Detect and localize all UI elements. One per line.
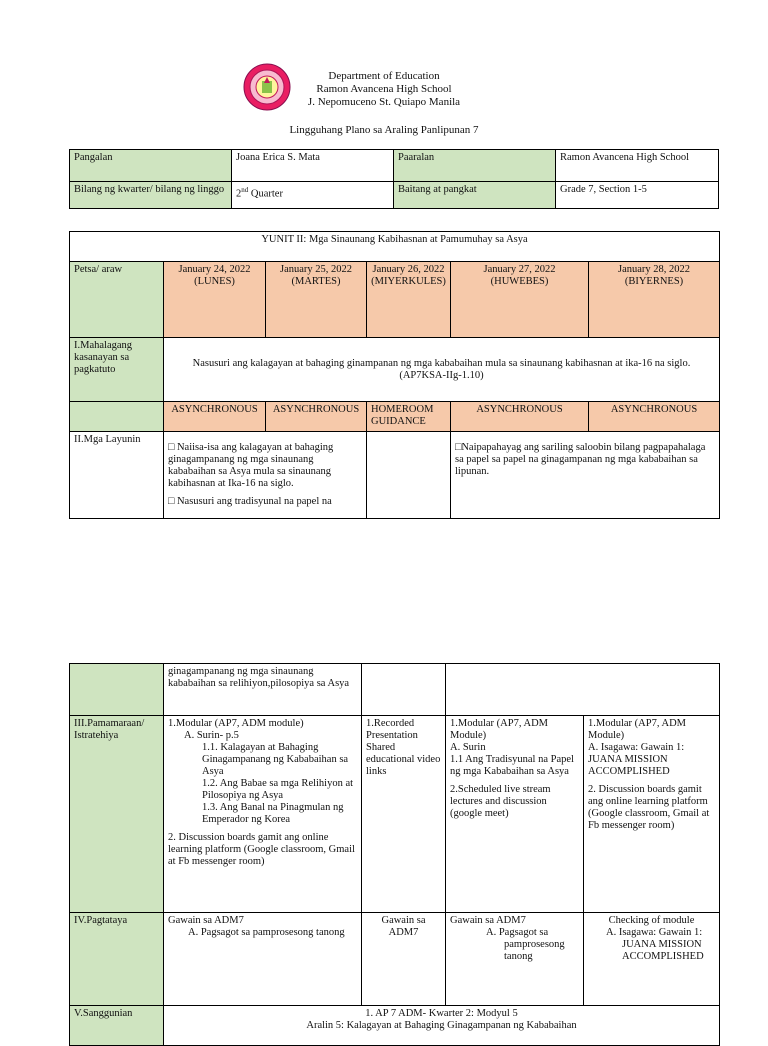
school-name: Ramon Avancena High School [316, 83, 452, 95]
mode-thursday: ASYNCHRONOUS [451, 402, 589, 432]
day-friday: January 28, 2022 (BIYERNES) [589, 262, 720, 338]
objectives-cont-label [70, 664, 164, 716]
references-text: 1. AP 7 ADM- Kwarter 2: Modyul 5 Aralin 5: Kalagayan at Bahaging Ginagampanan ng Kababaihan [164, 1006, 720, 1046]
name-label: Pangalan [70, 150, 232, 182]
assessment-mon-tue: Gawain sa ADM7 A. Pagsagot sa pamprosesong tanong [164, 913, 362, 1006]
assessment-thu: Gawain sa ADM7 A. Pagsagot sa pamprosesong tanong [446, 913, 584, 1006]
department-name: Department of Education [328, 70, 440, 82]
weekly-plan-table [69, 231, 720, 519]
objectives-wed [367, 432, 451, 519]
info-table [69, 149, 719, 209]
competency-text: Nasusuri ang kalagayan at bahaging ginampanan ng mga kababaihan mula sa sinaunang kabihasnan at ika-16 na siglo. (AP7KSA-IIg-1.10) [164, 338, 720, 402]
mode-tuesday: ASYNCHRONOUS [266, 402, 367, 432]
objectives-mon-tue: □ Naiisa-isa ang kalagayan at bahaging ginagampanang ng mga sinaunang kababaihan sa Asya mula sa sinaunang kabihasnan at Ika-16 na siglo. □ Nasusuri ang tradisyunal na papel na [164, 432, 367, 519]
plan-title: Lingguhang Plano sa Araling Panlipunan 7 [289, 124, 479, 136]
day-thursday: January 27, 2022 (HUWEBES) [451, 262, 589, 338]
mode-label-cell [70, 402, 164, 432]
mode-friday: ASYNCHRONOUS [589, 402, 720, 432]
references-label: V.Sanggunian [70, 1006, 164, 1046]
objectives-cont-text: ginagampanang ng mga sinaunang kababaihan sa relihiyon,pilosopiya sa Asya [164, 664, 362, 716]
objectives-label: II.Mga Layunin [70, 432, 164, 519]
quarter-value: 2nd Quarter [232, 182, 394, 209]
mode-monday: ASYNCHRONOUS [164, 402, 266, 432]
assessment-wed: Gawain sa ADM7 [362, 913, 446, 1006]
unit-title: YUNIT II: Mga Sinaunang Kabihasnan at Pamumuhay sa Asya [70, 232, 720, 262]
procedure-wed: 1.Recorded Presentation Shared educational video links [362, 716, 446, 913]
weekly-plan-table-continued [69, 663, 720, 1046]
grade-label: Baitang at pangkat [394, 182, 556, 209]
day-tuesday: January 25, 2022 (MARTES) [266, 262, 367, 338]
objectives-thu-fri: □Naipapahayag ang sariling saloobin bilang pagpapahalaga sa papel sa papel na ginagampanan ng mga kababaihan sa lipunan. [451, 432, 720, 519]
objectives-cont-thu-fri [446, 664, 720, 716]
procedure-thu: 1.Modular (AP7, ADM Module) A. Surin 1.1 Ang Tradisyunal na Papel ng mga Kababaihan sa Asya 2.Scheduled live stream lectures and discussion (google meet) [446, 716, 584, 913]
day-wednesday: January 26, 2022 (MIYERKULES) [367, 262, 451, 338]
school-label: Paaralan [394, 150, 556, 182]
assessment-fri: Checking of module A. Isagawa: Gawain 1: JUANA MISSION ACCOMPLISHED [584, 913, 720, 1006]
date-label: Petsa/ araw [70, 262, 164, 338]
quarter-label: Bilang ng kwarter/ bilang ng linggo [70, 182, 232, 209]
procedure-fri: 1.Modular (AP7, ADM Module) A. Isagawa: Gawain 1: JUANA MISSION ACCOMPLISHED 2. Discussion boards gamit ang online learning platform (Google classroom, Gmail at Fb messenger room) [584, 716, 720, 913]
day-monday: January 24, 2022 (LUNES) [164, 262, 266, 338]
mode-wednesday: HOMEROOM GUIDANCE [367, 402, 451, 432]
grade-value: Grade 7, Section 1-5 [556, 182, 719, 209]
procedure-mon-tue: 1.Modular (AP7, ADM module) A. Surin- p.5 1.1. Kalagayan at Bahaging Ginagampanang ng Kababaihan sa Asya 1.2. Ang Babae sa mga Relihiyon at Pilosopiya ng Asya 1.3. Ang Banal na Pinagmulan ng Emperador ng Korea 2. Discussion boards gamit ang online learning platform (Google classroom, Gmail at Fb messenger room) [164, 716, 362, 913]
school-value: Ramon Avancena High School [556, 150, 719, 182]
assessment-label: IV.Pagtataya [70, 913, 164, 1006]
name-value: Joana Erica S. Mata [232, 150, 394, 182]
procedure-label: III.Pamamaraan/ Istratehiya [70, 716, 164, 913]
competency-label: I.Mahalagang kasanayan sa pagkatuto [70, 338, 164, 402]
objectives-cont-wed [362, 664, 446, 716]
school-address: J. Nepomuceno St. Quiapo Manila [307, 96, 461, 108]
